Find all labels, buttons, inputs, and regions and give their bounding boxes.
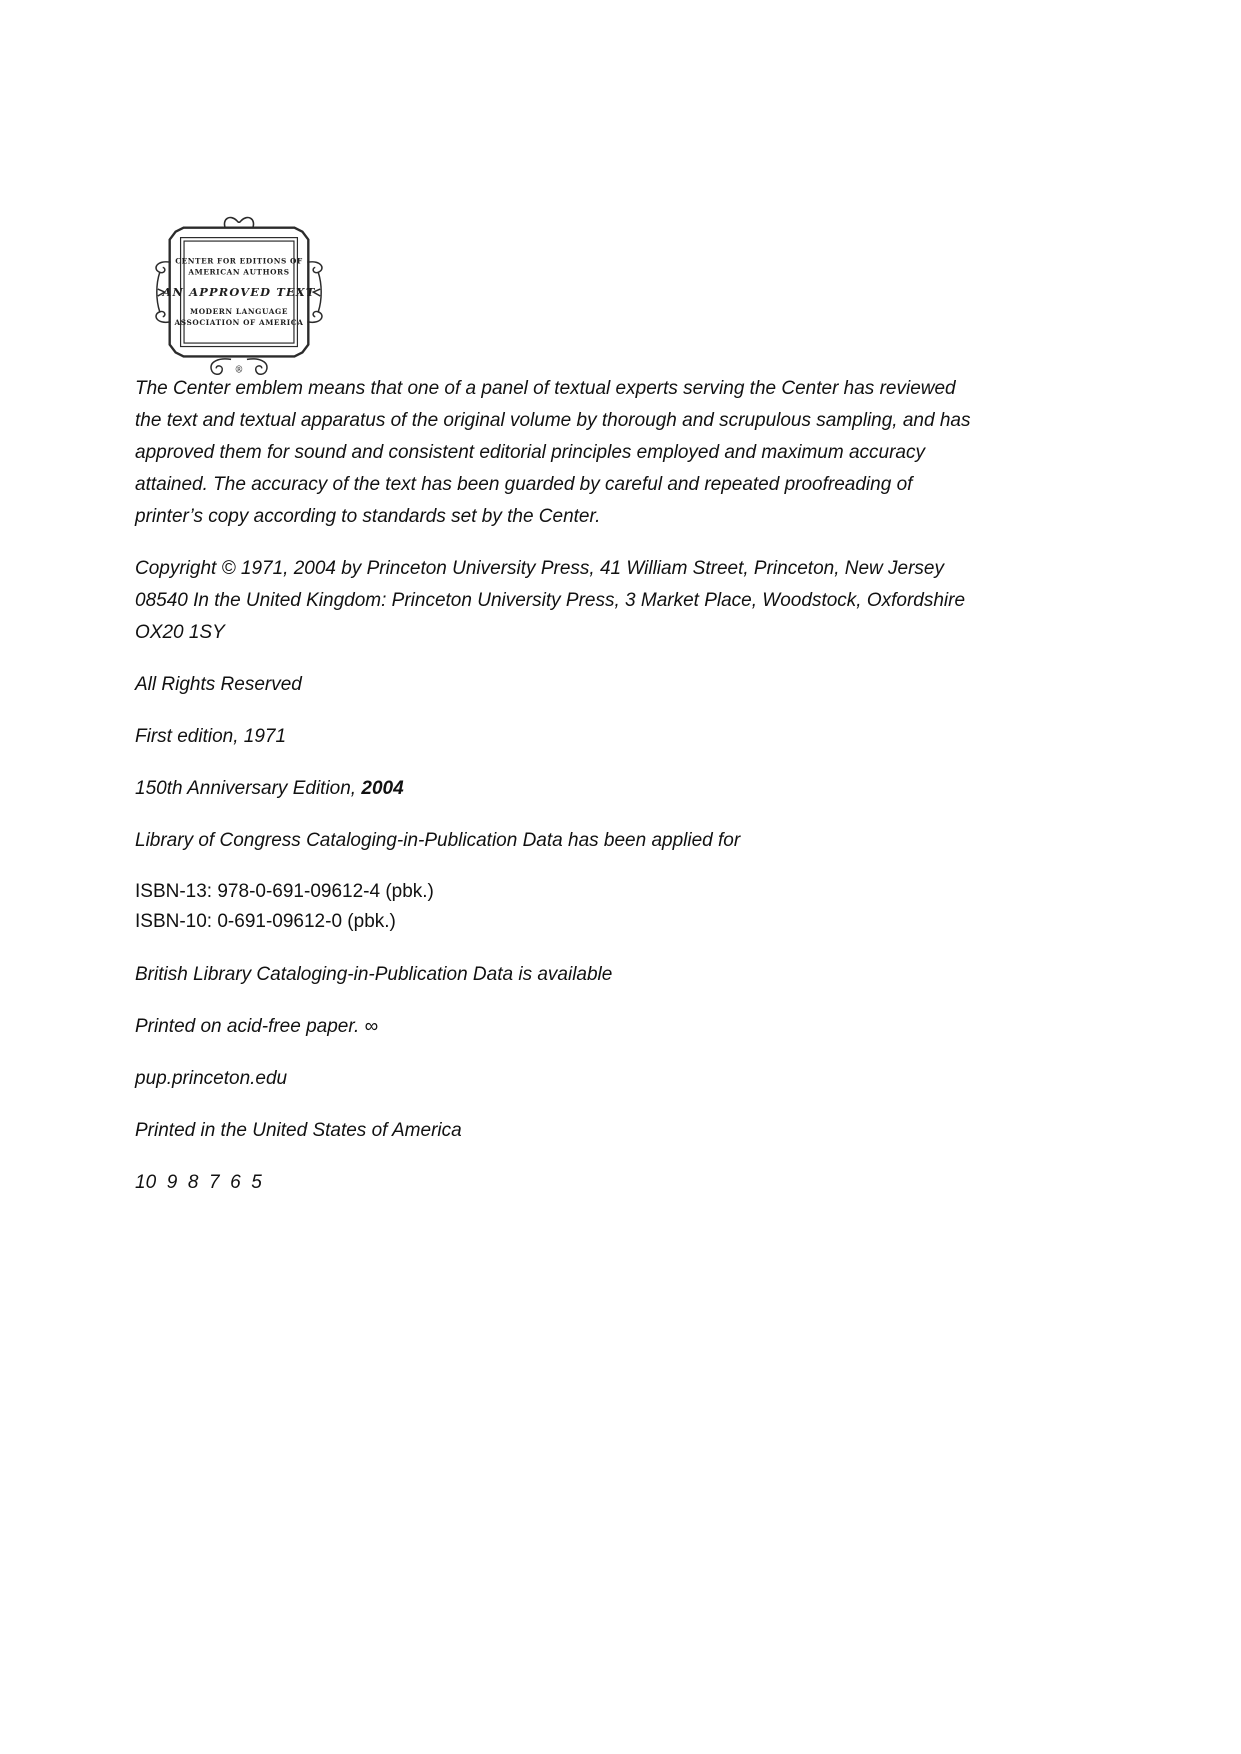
cea-approved-text-emblem xyxy=(138,210,340,388)
isbn10-line: ISBN-10: 0-691-09612-0 (pbk.) xyxy=(135,911,396,932)
copyright-text-block xyxy=(135,373,977,1219)
first-edition-line: First edition, 1971 xyxy=(135,726,287,747)
emblem-line-2: AMERICAN AUTHORS xyxy=(188,267,290,277)
printing-number-line: 10 9 8 7 6 5 xyxy=(135,1172,262,1193)
printed-in-line: Printed in the United States of America xyxy=(135,1120,462,1141)
isbn13-line: ISBN-13: 978-0-691-09612-4 (pbk.) xyxy=(135,881,434,902)
acid-free-paper-line: Printed on acid-free paper. ∞ xyxy=(135,1016,379,1037)
emblem-registered-mark: ® xyxy=(234,365,244,376)
center-emblem-note: The Center emblem means that one of a panel of textual experts serving the Center has reviewed the text and textual apparatus of the original volume by thorough and scrupulous sampling, and has approved them for sound and consistent editorial principles employed and maximum accuracy attained. The accuracy of the text has been guarded by careful and repeated proofreading of printer’s copy according to standards set by the Center. xyxy=(135,378,971,527)
anniversary-edition-year: 2004 xyxy=(361,778,404,799)
anniversary-edition-prefix: 150th Anniversary Edition, xyxy=(135,778,362,799)
british-library-line: British Library Cataloging-in-Publication Data is available xyxy=(135,964,613,985)
emblem-line-3: AN APPROVED TEXT xyxy=(162,285,316,300)
emblem-line-5: ASSOCIATION OF AMERICA xyxy=(174,318,304,328)
copyright-notice: Copyright © 1971, 2004 by Princeton University Press, 41 William Street, Princeton, New Jersey 08540 In the United Kingdom: Princeton University Press, 3 Market Place, Woodstock, Oxfordshire OX20 1SY xyxy=(135,558,966,643)
anniversary-edition-line xyxy=(135,773,977,805)
emblem-graphic xyxy=(138,210,340,388)
all-rights-reserved-line: All Rights Reserved xyxy=(135,674,302,695)
emblem-line-1: CENTER FOR EDITIONS OF xyxy=(175,256,303,266)
emblem-line-4: MODERN LANGUAGE xyxy=(190,306,288,316)
isbn-group xyxy=(135,877,977,937)
library-of-congress-line: Library of Congress Cataloging-in-Publication Data has been applied for xyxy=(135,830,741,851)
publisher-website: pup.princeton.edu xyxy=(135,1068,288,1089)
emblem-ornament-top xyxy=(224,218,253,228)
